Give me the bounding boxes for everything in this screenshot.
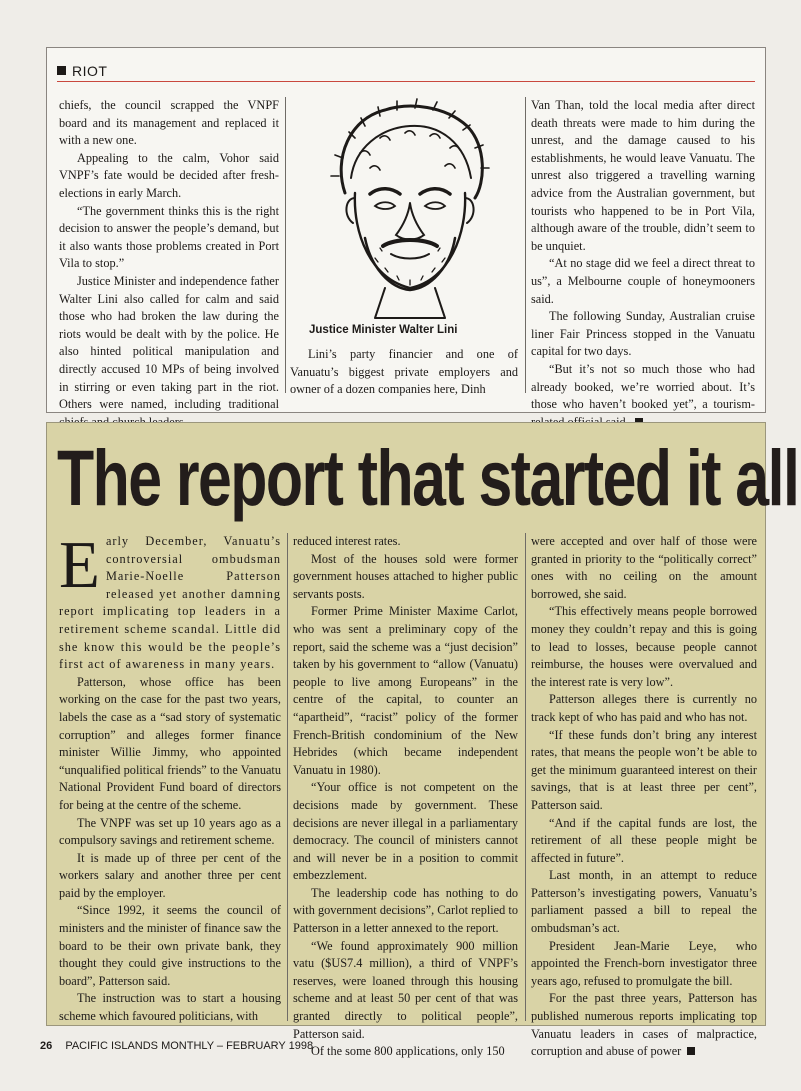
feature-column-2 bbox=[293, 533, 518, 1061]
section-bullet-icon bbox=[57, 66, 66, 75]
page-footer bbox=[40, 1040, 313, 1052]
paragraph: Appealing to the calm, Vohor said VNPF’s fate would be decided after fresh-elections in early March. bbox=[59, 150, 279, 200]
feature-headline: The report that started it all bbox=[57, 433, 799, 522]
drop-cap: E bbox=[59, 528, 100, 602]
column-divider bbox=[525, 97, 526, 393]
paragraph: Most of the houses sold were former government houses attached to higher public servants posts. bbox=[293, 551, 518, 601]
paragraph: “The government thinks this is the right decision to answer the people’s demand, but it also wants those problems created in Port Vila to stop.” bbox=[59, 203, 279, 271]
paragraph-text: “But it’s not so much those who had already booked, we’re worried about. It’s those who haven’t booked yet”, a tourism- bbox=[531, 361, 755, 412]
paragraph: chiefs, the council scrapped the VNPF board and its management and replaced it with a new one. bbox=[59, 98, 279, 148]
feature-column-1 bbox=[59, 528, 281, 1026]
walter-lini-portrait bbox=[325, 98, 495, 323]
end-mark-icon bbox=[687, 1047, 695, 1055]
paragraph bbox=[531, 361, 755, 431]
paragraph: Lini’s party financier and one of Vanuatu’s biggest private employers and owner of a dozen companies here, Dinh bbox=[290, 347, 518, 397]
paragraph: It is made up of three per cent of the workers salary and another three per cent paid by the employer. bbox=[59, 850, 281, 900]
riot-column-3 bbox=[531, 97, 755, 431]
photo-caption: Justice Minister Walter Lini bbox=[309, 324, 458, 336]
publication-line: PACIFIC ISLANDS MONTHLY – FEBRUARY 1998 bbox=[65, 1040, 314, 1052]
paragraph: Van Than, told the local media after direct death threats were made to him during the unrest, and the damage caused to his establishments, he would leave Vanuatu. The unrest also triggered a travelling warning advice from the Australian government, but tourists who happened to be in Port Vila, although aware of the trouble, didn’t seem to be unquiet. bbox=[531, 98, 755, 253]
paragraph: Patterson alleges there is currently no track kept of who has paid and who has not. bbox=[531, 692, 757, 724]
paragraph: The instruction was to start a housing scheme which favoured politicians, with bbox=[59, 991, 281, 1024]
paragraph: “Since 1992, it seems the council of ministers and the minister of finance saw the board to be their own private bank, they thought they could give instructions to the board”, Patterson said. bbox=[59, 903, 281, 988]
paragraph: The following Sunday, Australian cruise liner Fair Princess stopped in the Vanuatu capital for two days. bbox=[531, 309, 755, 359]
column-divider bbox=[285, 97, 286, 393]
paragraph: “At no stage did we feel a direct threat to us”, a Melbourne couple of honeymooners said. bbox=[531, 256, 755, 306]
section-header bbox=[57, 60, 755, 82]
paragraph: Of the some 800 applications, only 150 bbox=[311, 1044, 505, 1059]
paragraph: President Jean-Marie Leye, who appointed the French-born investigator three years ago, refused to promulgate the bill. bbox=[531, 938, 757, 988]
paragraph: The VNPF was set up 10 years ago as a compulsory savings and retirement scheme. bbox=[59, 815, 281, 848]
riot-article-box bbox=[46, 47, 766, 413]
paragraph: Justice Minister and independence father Walter Lini also called for calm and said those who had broken the law during the riots would be dealt with by the police. He also hinted political manipulation and directly accused 10 MPs of being involved in stirring or even taking part in the riot. Others were named, including traditional bbox=[59, 273, 279, 412]
column-divider bbox=[525, 533, 526, 1021]
paragraph: The leadership code has nothing to do with government decisions”, Carlot replied to Patterson in a letter annexed to the report. bbox=[293, 885, 518, 936]
paragraph: “And if the capital funds are lost, the retirement of all these people might be affected in future”. bbox=[531, 815, 757, 865]
section-label: RIOT bbox=[72, 62, 108, 79]
riot-column-2 bbox=[290, 346, 518, 399]
riot-column-1 bbox=[59, 97, 279, 431]
paragraph: reduced interest rates. bbox=[293, 534, 401, 548]
paragraph: “If these funds don’t bring any interest rates, that means the people won’t be able to get the minimum guaranteed interest on their savings, that is at least three per cent”, Patterson said. bbox=[531, 727, 757, 812]
paragraph: Last month, in an attempt to reduce Patterson’s investigating powers, Vanuatu’s parliament passed a bill to repeal the ombudsman’s act. bbox=[531, 868, 757, 936]
paragraph: Patterson, whose office has been working on the case for the past two years, labels the case as a “sad story of systematic corruption” and alleges former finance minister Willie Jimmy, who appointed “unqualified political friends” to the Vanuatu National Provident Fund board of directors for being at the centre of the scheme. bbox=[59, 674, 281, 812]
page-number: 26 bbox=[40, 1040, 53, 1052]
paragraph: “This effectively means people borrowed money they couldn’t repay and this is going to lead to losses, because people cannot reimburse, the houses were overvalued and the interest rate is very low”. bbox=[531, 604, 757, 689]
paragraph: Former Prime Minister Maxime Carlot, who was sent a preliminary copy of the report, said the scheme was a “just decision” taken by his government to “allow (Vanuatu) people to live among Europeans” in the centre of the capital, to counter an “apartheid”, “racist” policy of the former French-British condominium of the New Hebrides (which became independent Vanuatu in 1980). bbox=[293, 604, 518, 777]
paragraph bbox=[531, 990, 757, 1060]
paragraph: were accepted and over half of those were granted in priority to the “politically correct” ones with no ceiling on the amount borrowed, she said. bbox=[531, 534, 757, 601]
lead-text: arly December, Vanuatu’s controversial ombudsman Marie-Noelle Patterson released yet another damning report implicating top leaders in a retirement scheme scandal. Little did she know this would be the people’s first act of awareness in many years. bbox=[59, 534, 281, 672]
paragraph-text: For the past three years, Patterson has published numerous reports implicating top Vanuatu leaders in cases of malpractice, corruption and abuse of power bbox=[531, 991, 757, 1059]
paragraph: “Your office is not competent on the decisions made by government. These decisions are never illegal in a parliamentary democracy. The council of ministers cannot and will never be in a position to commit embezzlement. bbox=[293, 780, 518, 883]
column-divider bbox=[287, 533, 288, 1021]
lead-paragraph bbox=[59, 528, 281, 674]
paragraph: “We found approximately 900 million vatu ($US7.4 million), a third of VNPF’s reserves, were loaned through this housing scheme and at least 50 per cent of that was granted directly to political people”, Patterson said. bbox=[293, 938, 518, 1041]
feature-column-3 bbox=[531, 533, 757, 1061]
